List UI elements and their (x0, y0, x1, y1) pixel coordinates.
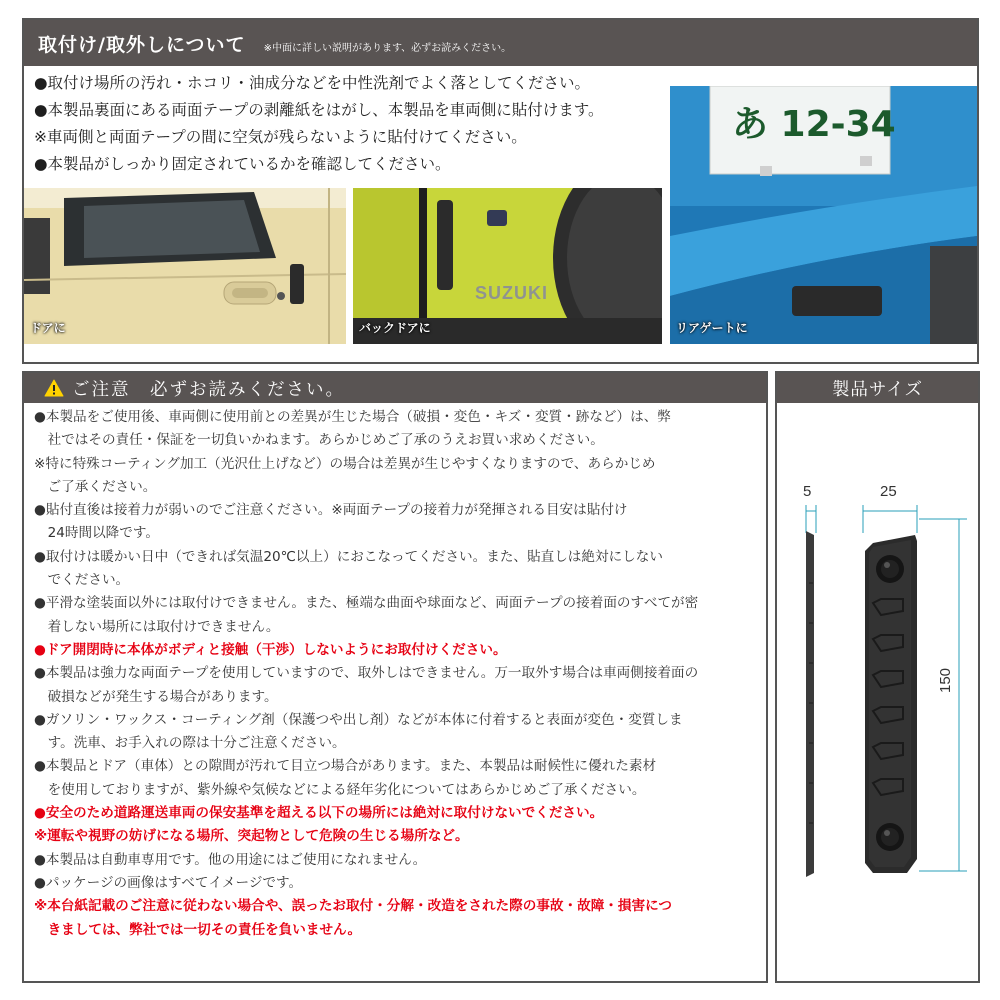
install-steps (34, 70, 674, 178)
caution-item-line: 社ではその責任・保証を一切負いかねます。あらかじめご了承のうえお買い求めください。 (47, 432, 604, 449)
product-diagram (777, 403, 978, 981)
size-section (775, 371, 980, 983)
install-step: ※車両側と両面テープの間に空気が残らないように貼付けてください。 (34, 128, 527, 146)
door-illustration (24, 188, 346, 344)
caution-item-line: ※本台紙記載のご注意に従わない場合や、誤ったお取付・分解・改造をされた際の事故・故障・損害につ (34, 898, 672, 915)
caution-header (24, 373, 766, 403)
caution-item-line: ご了承ください。 (47, 478, 157, 495)
caution-item-line: 破損などが発生する場合があります。 (47, 688, 278, 705)
caution-item-line: でください。 (47, 572, 130, 589)
install-note: ※中面に詳しい説明があります、必ずお読みください。 (263, 42, 512, 54)
caution-item-line: 着しない場所には取付けできません。 (47, 618, 280, 635)
caution-item-line: ●パッケージの画像はすべてイメージです。 (34, 874, 303, 891)
caution-item-line: を使用しておりますが、紫外線や気候などによる経年劣化についてはあらかじめご了承ください。 (47, 781, 646, 798)
photo-door (24, 188, 346, 344)
caution-item-line: ●ガソリン・ワックス・コーティング剤（保護つや出し剤）などが本体に付着すると表面が変色・変質しま (34, 711, 683, 728)
dimension-length: 150 (937, 667, 954, 693)
caution-item-line: ●安全のため道路運送車両の保安基準を超える以下の場所には絶対に取付けないでください。 (34, 805, 604, 822)
caution-item-line: ●取付けは暖かい日中（できれば気温20℃以上）におこなってください。また、貼直しは絶対にしない (34, 548, 663, 565)
caution-item-line: ●ドア開閉時に本体がボディと接触（干渉）しないようにお取付けください。 (34, 641, 507, 658)
caution-list (34, 406, 764, 942)
install-step: ●本製品がしっかり固定されているかを確認してください。 (34, 155, 451, 173)
suzuki-badge: SUZUKI (475, 283, 548, 303)
caution-section (22, 371, 768, 983)
caution-item-line: 24時間以降です。 (47, 525, 159, 542)
photo-rear-gate (670, 86, 977, 344)
caution-title: ご注意 必ずお読みください。 (72, 379, 345, 400)
install-title: 取付け/取外しについて (38, 33, 246, 56)
size-header (777, 373, 978, 403)
caution-item-line: ●本製品とドア（車体）との隙間が汚れて目立つ場合があります。また、本製品は耐候性に優れた素材 (34, 758, 657, 775)
caution-item-line: ●本製品をご使用後、車両側に使用前との差異が生じた場合（破損・変色・キズ・変質・跡など）は、弊 (34, 409, 671, 425)
caution-item-line: ●本製品は強力な両面テープを使用していますので、取外しはできません。万一取外す場合は車両側接着面の (34, 665, 699, 682)
photo-label-door: ドアに (30, 321, 66, 335)
photo-label-back-door: バックドアに (359, 321, 431, 335)
caution-item-line: ※特に特殊コーティング加工（光沢仕上げなど）の場合は差異が生じやすくなりますので、あらかじめ (34, 455, 656, 472)
license-plate-text: あ 12-34 (732, 104, 896, 145)
dimension-width: 25 (880, 483, 897, 500)
dimension-thickness: 5 (803, 483, 812, 500)
photo-label-rear-gate: リアゲートに (676, 321, 748, 335)
caution-item-line: す。洗車、お手入れの際は十分ご注意ください。 (47, 735, 346, 752)
size-title: 製品サイズ (831, 379, 924, 400)
caution-item-line: ●本製品は自動車専用です。他の用途にはご使用になれません。 (34, 851, 427, 868)
install-header (24, 20, 977, 66)
caution-item-line: ●平滑な塗装面以外には取付けできません。また、極端な曲面や球面など、両面テープの接着面のすべてが密 (34, 595, 699, 612)
caution-item-line: ※運転や視野の妨げになる場所、突起物として危険の生じる場所など。 (34, 828, 469, 845)
install-section (22, 18, 979, 364)
caution-item-line: きましては、弊社では一切その責任を負いません。 (47, 921, 362, 938)
warning-icon (44, 379, 64, 397)
install-step: ●本製品裏面にある両面テープの剥離紙をはがし、本製品を車両側に貼付けます。 (34, 101, 604, 119)
photo-back-door (353, 188, 662, 344)
install-step: ●取付け場所の汚れ・ホコリ・油成分などを中性洗剤でよく落としてください。 (34, 74, 591, 92)
caution-item-line: ●貼付直後は接着力が弱いのでご注意ください。※両面テープの接着力が発揮される目安は貼付け (34, 502, 628, 519)
